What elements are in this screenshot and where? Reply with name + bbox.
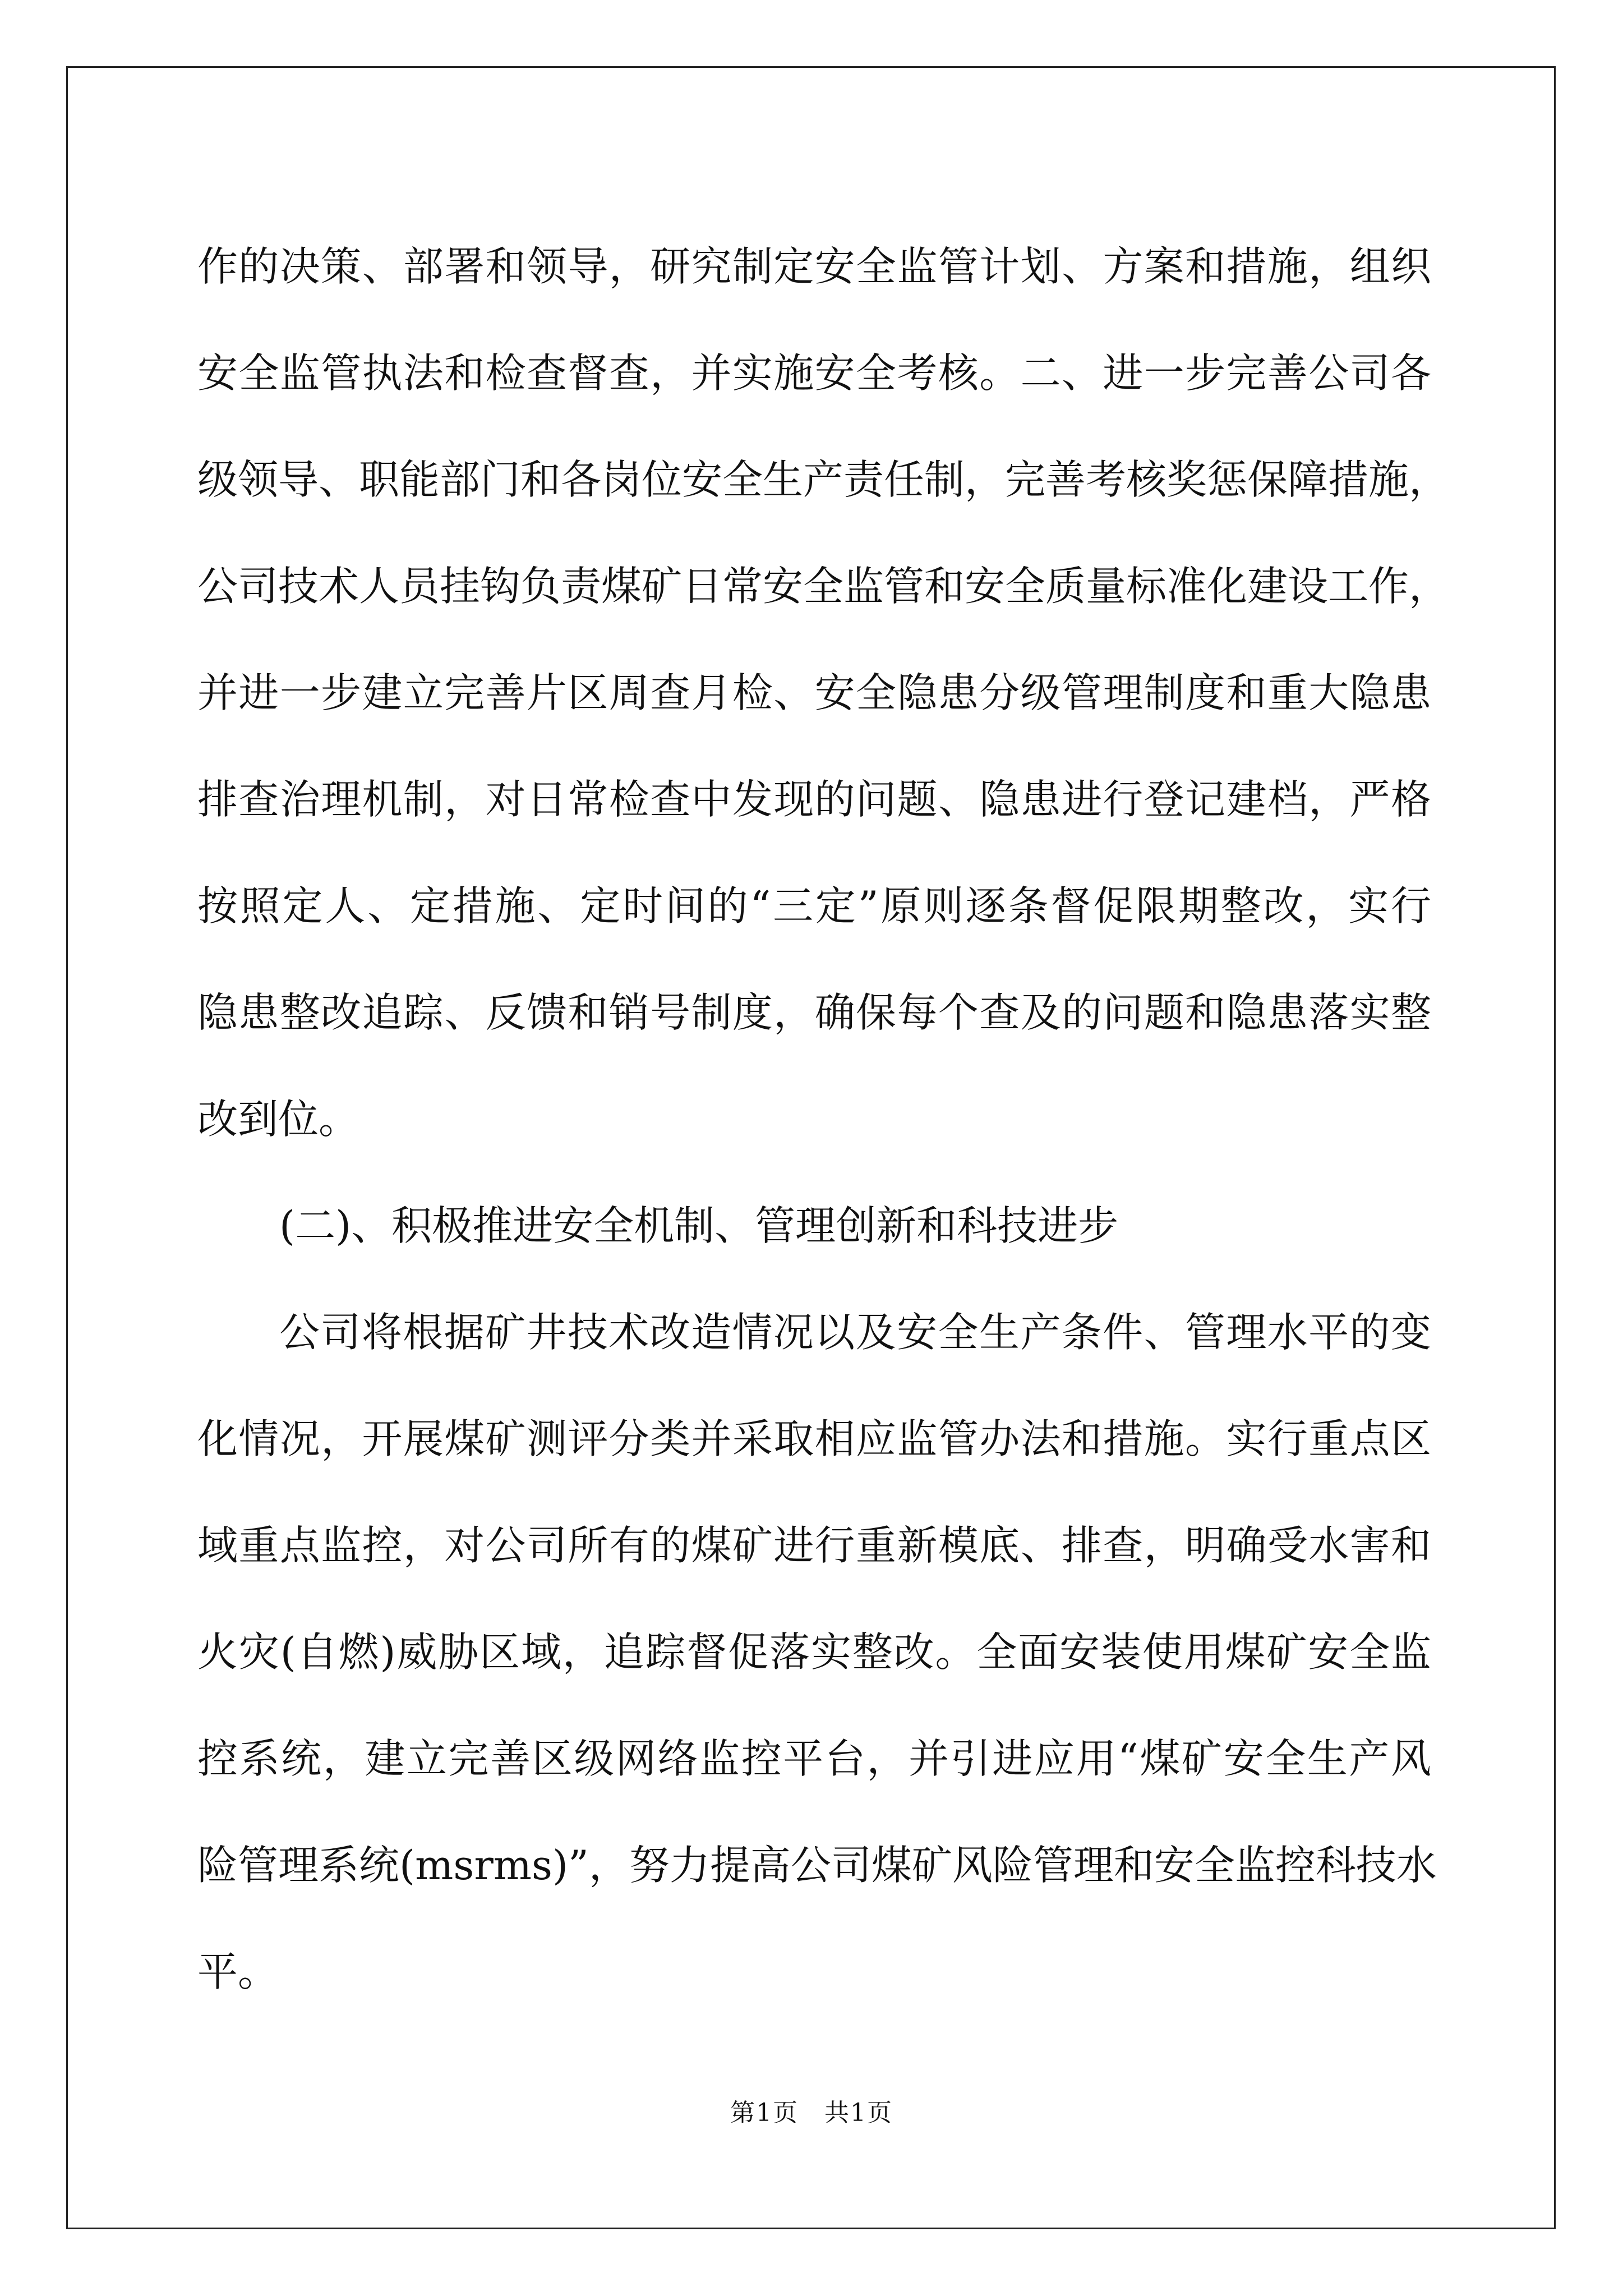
text-line: 按照定人、定措施、定时间的“三定”原则逐条督促限期整改，实行 [197,882,1431,930]
text-line: 公司技术人员挂钩负责煤矿日常安全监管和安全质量标准化建设工作， [197,563,1450,610]
text-line: 险管理系统(msrms)”，努力提高公司煤矿风险管理和安全监控科技水 [197,1842,1437,1889]
text-line: 化情况，开展煤矿测评分类并采取相应监管办法和措施。实行重点区 [197,1415,1431,1462]
text-line: 隐患整改追踪、反馈和销号制度，确保每个查及的问题和隐患落实整 [197,989,1431,1036]
text-line: 改到位。 [197,1096,359,1143]
text-line: 控系统，建立完善区级网络监控平台，并引进应用“煤矿安全生产风 [197,1735,1431,1782]
text-line: 安全监管执法和检查督查，并实施安全考核。二、进一步完善公司各 [197,349,1431,397]
text-line: 火灾(自燃)威胁区域，追踪督促落实整改。全面安装使用煤矿安全监 [197,1628,1431,1676]
text-line: 域重点监控，对公司所有的煤矿进行重新模底、排查，明确受水害和 [197,1522,1431,1569]
text-line: 作的决策、部署和领导，研究制定安全监管计划、方案和措施，组织 [197,243,1431,290]
text-line: 排查治理机制，对日常检查中发现的问题、隐患进行登记建档，严格 [197,776,1431,823]
text-line: 平。 [197,1948,279,1995]
section-heading: (二)、积极推进安全机制、管理创新和科技进步 [279,1202,1119,1249]
text-line: 并进一步建立完善片区周查月检、安全隐患分级管理制度和重大隐患 [197,669,1431,716]
page-number: 第1页 共1页 [730,2099,893,2127]
text-line: 级领导、职能部门和各岗位安全生产责任制，完善考核奖惩保障措施， [197,456,1450,503]
text-line: 公司将根据矿井技术改造情况以及安全生产条件、管理水平的变 [279,1309,1431,1356]
document-body [197,213,1450,2025]
